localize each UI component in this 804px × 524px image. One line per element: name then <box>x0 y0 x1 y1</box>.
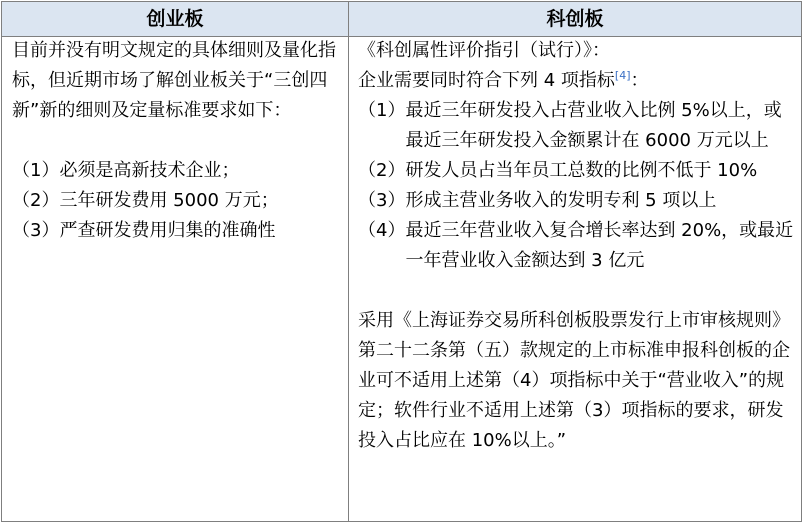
star-item-4-num: （4） <box>358 220 406 241</box>
star-item-1 <box>358 96 794 156</box>
chinext-item-2-num: （2） <box>12 190 60 211</box>
star-title: 《科创属性评价指引（试行）》： <box>358 40 610 61</box>
chinext-item-1-text: 必须是高新技术企业； <box>59 160 240 181</box>
chinext-intro: 目前并没有明文规定的具体细则及量化指标，但近期市场了解创业板关于“三创四新”新的细则及定量标准要求如下： <box>12 40 336 121</box>
chinext-item-2 <box>12 186 342 216</box>
star-lead-end: ： <box>630 70 649 91</box>
chinext-item-3 <box>12 216 342 246</box>
header-star-market: 科创板 <box>546 8 604 30</box>
star-item-4 <box>358 216 794 276</box>
column-divider <box>348 2 349 521</box>
chinext-item-3-num: （3） <box>12 220 60 241</box>
star-item-3-num: （3） <box>358 190 406 211</box>
citation-link[interactable]: [4] <box>614 69 631 82</box>
star-item-3 <box>358 186 794 216</box>
star-item-3-text: 形成主营业务收入的发明专利 5 项以上 <box>405 190 717 211</box>
star-item-2-text: 研发人员占当年员工总数的比例不低于 10% <box>405 160 758 181</box>
chinext-item-3-text: 严查研发费用归集的准确性 <box>59 220 276 241</box>
star-item-2-num: （2） <box>358 160 406 181</box>
table-header-row <box>2 2 801 37</box>
chinext-item-1 <box>12 156 342 186</box>
star-market-cell <box>358 36 794 456</box>
star-note: 采用《上海证券交易所科创板股票发行上市审核规则》第二十二条第（五）款规定的上市标准申报科创板的企业可不适用上述第（4）项指标中关于“营业收入”的规定；软件行业不适用上述第（3）项指标的要求，研发投入占比应在 10%以上。” <box>358 310 790 451</box>
header-chinext: 创业板 <box>146 8 204 30</box>
star-lead <box>358 66 794 96</box>
chinext-item-1-num: （1） <box>12 160 60 181</box>
chinext-cell <box>12 36 342 246</box>
chinext-item-2-text: 三年研发费用 5000 万元； <box>59 190 279 211</box>
star-item-4-text: 最近三年营业收入复合增长率达到 20%，或最近一年营业收入金额达到 3 亿元 <box>405 220 794 271</box>
star-lead-text: 企业需要同时符合下列 4 项指标 <box>358 70 615 91</box>
star-item-2 <box>358 156 794 186</box>
comparison-table <box>1 1 802 522</box>
star-item-1-num: （1） <box>358 100 406 121</box>
star-item-1-text: 最近三年研发投入占营业收入比例 5%以上，或最近三年研发投入金额累计在 6000 万元以上 <box>405 100 782 151</box>
